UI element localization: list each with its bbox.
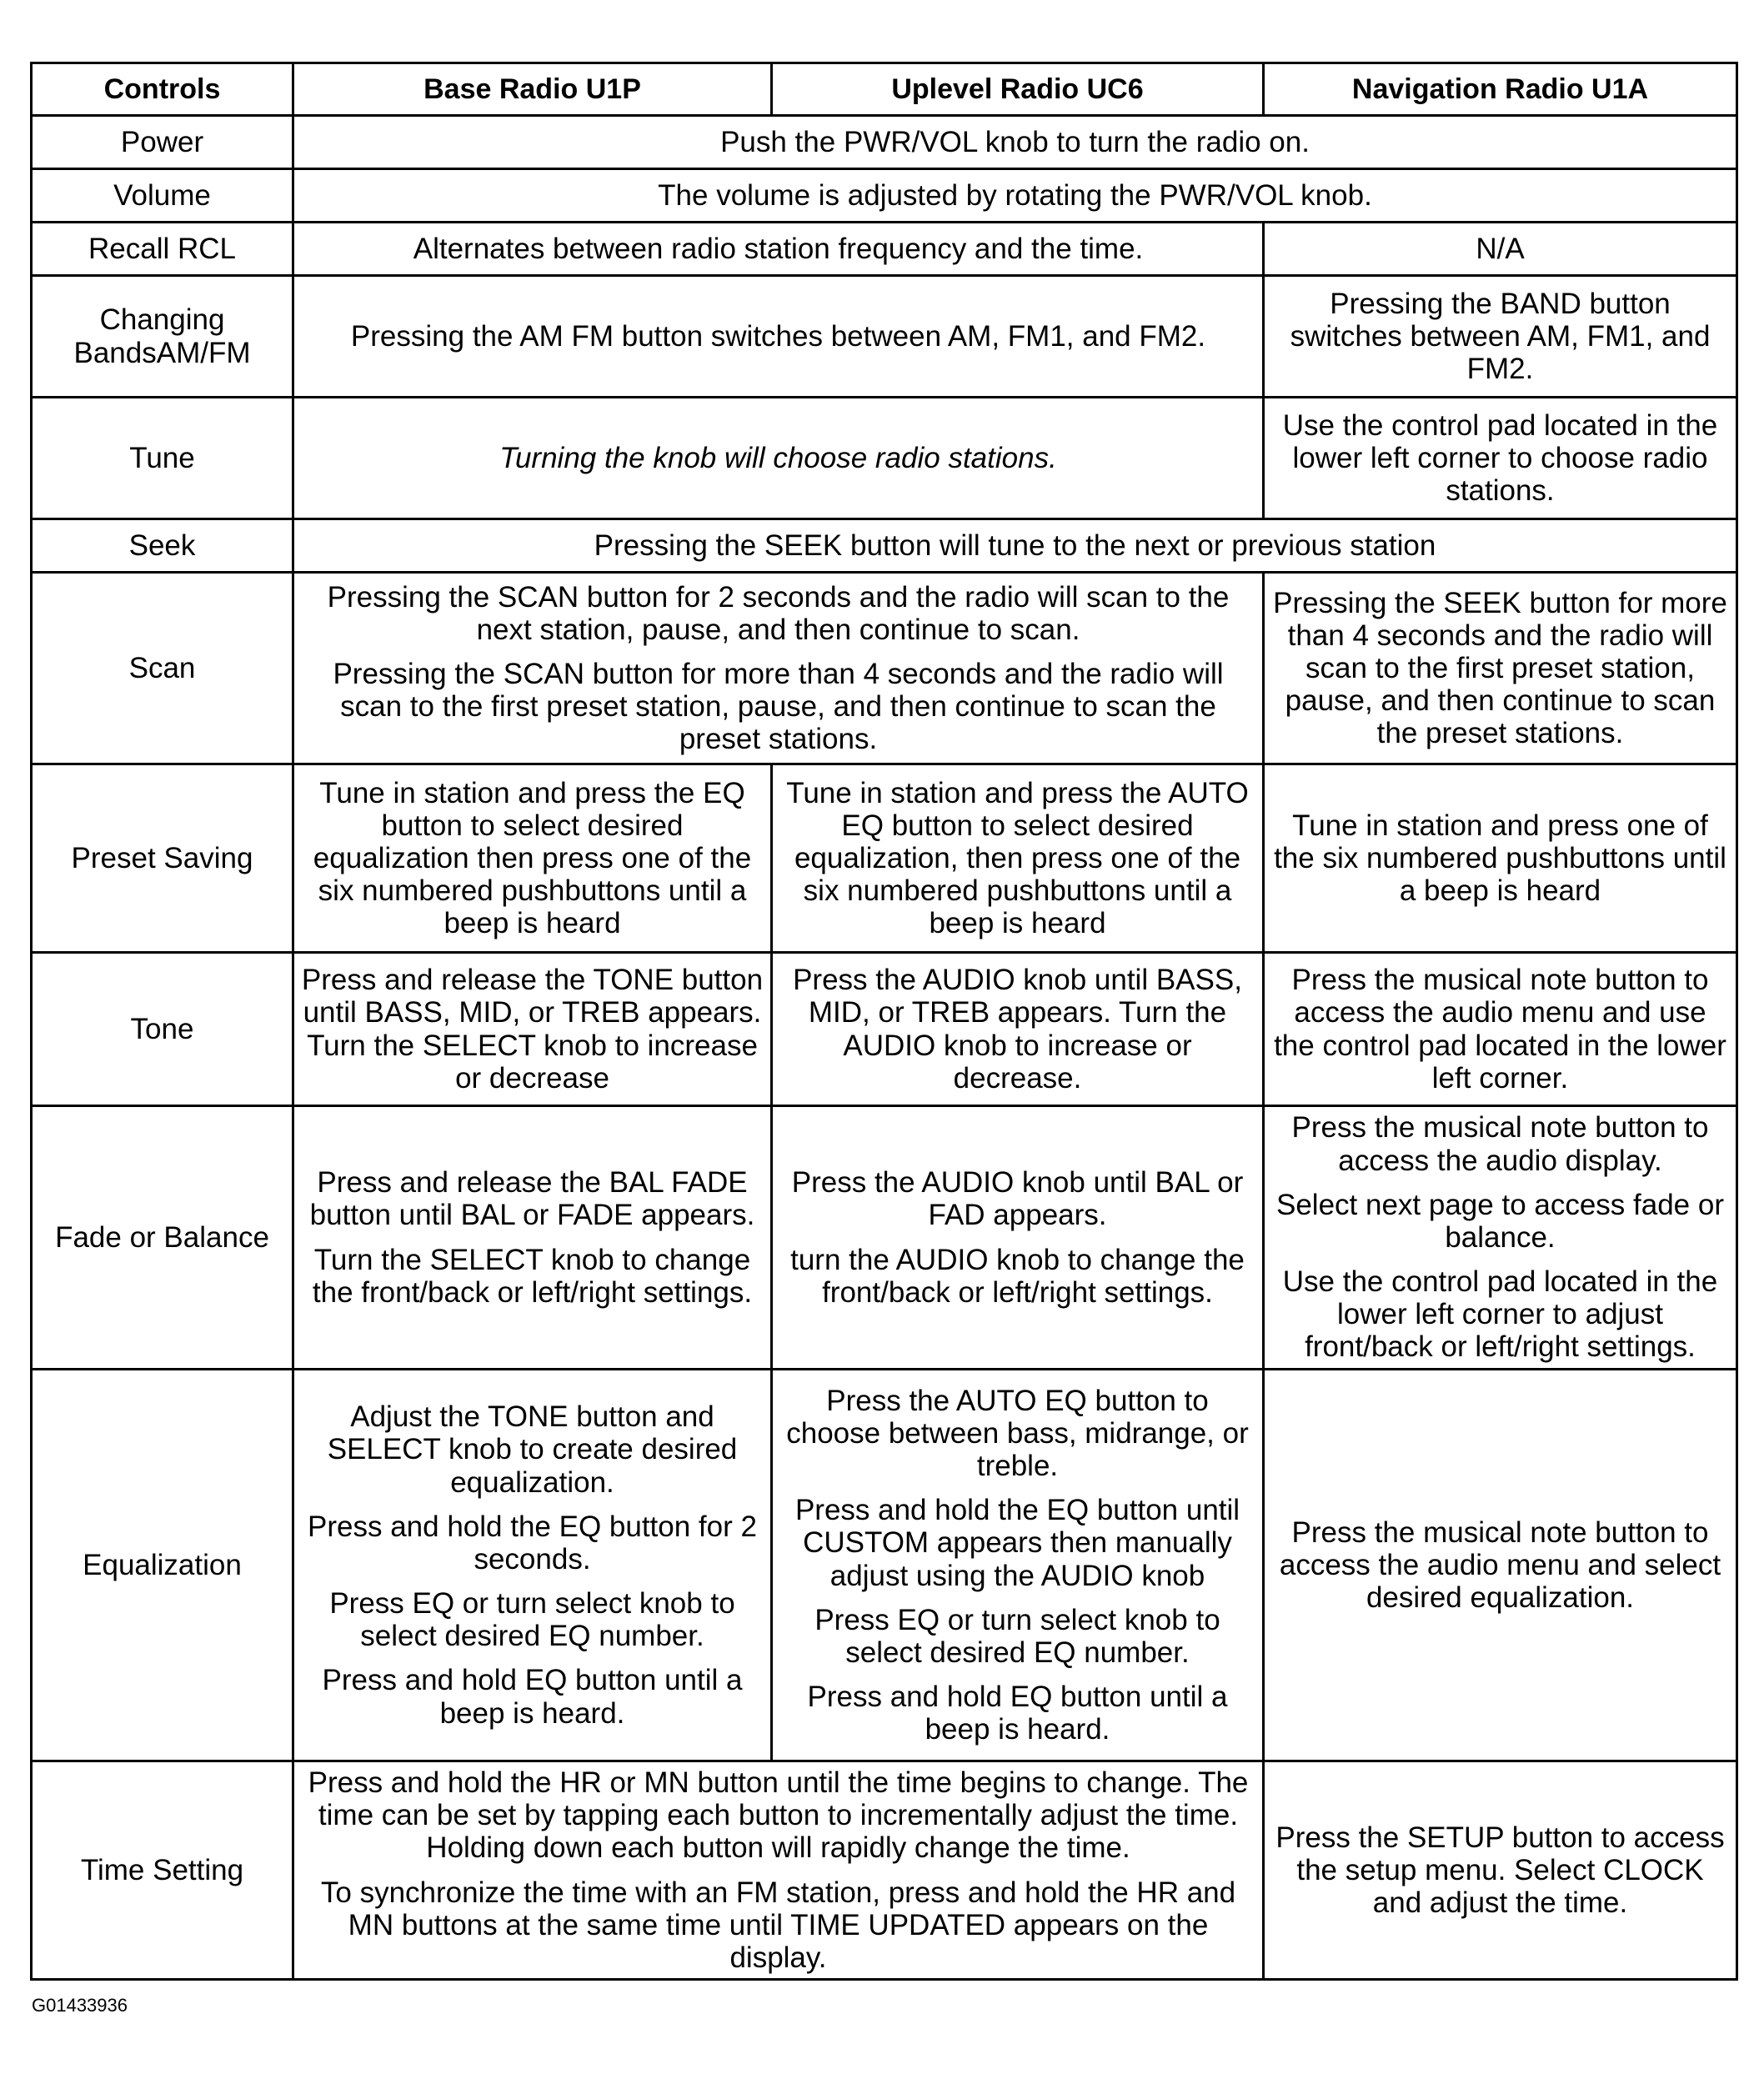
label-bands: Changing BandsAM/FM — [32, 276, 293, 398]
cell-preset-base: Tune in station and press the EQ button to select desired equalization then press one of the six numbered pushbuttons until a beep is heard — [293, 764, 772, 953]
fade-base-paragraph-2: Turn the SELECT knob to change the front/back or left/right settings. — [312, 1243, 753, 1309]
cell-tone-uplevel: Press the AUDIO knob until BASS, MID, or TREB appears. Turn the AUDIO knob to increase or decrease. — [772, 953, 1264, 1106]
cell-tone-base: Press and release the TONE button until BASS, MID, or TREB appears. Turn the SELECT knob to increase or decrease — [293, 953, 772, 1106]
row-time-setting — [32, 1761, 1737, 1980]
label-equalization: Equalization — [32, 1370, 293, 1761]
cell-recall-nav: N/A — [1264, 223, 1737, 276]
row-preset — [32, 764, 1737, 953]
label-time-setting: Time Setting — [32, 1761, 293, 1980]
header-row — [32, 63, 1737, 116]
row-scan — [32, 573, 1737, 764]
fade-nav-paragraph-2: Select next page to access fade or balance. — [1276, 1188, 1724, 1254]
label-preset: Preset Saving — [32, 764, 293, 953]
row-tone — [32, 953, 1737, 1106]
fade-uplevel-paragraph-1: Press the AUDIO knob until BAL or FAD appears. — [791, 1166, 1244, 1232]
cell-time-nav: Press the SETUP button to access the setup menu. Select CLOCK and adjust the time. — [1264, 1761, 1737, 1980]
cell-fade-nav — [1264, 1106, 1737, 1370]
cell-tune-nav: Use the control pad located in the lower left corner to choose radio stations. — [1264, 398, 1737, 519]
label-seek: Seek — [32, 519, 293, 573]
eq-uplevel-paragraph-3: Press EQ or turn select knob to select desired EQ number. — [814, 1603, 1220, 1669]
cell-scan-nav: Pressing the SEEK button for more than 4 seconds and the radio will scan to the first preset station, pause, and then continue to scan the preset stations. — [1264, 573, 1737, 764]
cell-tone-nav: Press the musical note button to access the audio menu and use the control pad located in the lower left corner. — [1264, 953, 1737, 1106]
eq-base-paragraph-3: Press EQ or turn select knob to select desired EQ number. — [329, 1587, 735, 1653]
fade-nav-paragraph-3: Use the control pad located in the lower left corner to adjust front/back or left/right settings. — [1282, 1265, 1718, 1364]
cell-tune-base-uplevel: Turning the knob will choose radio stations. — [293, 398, 1264, 519]
header-controls: Controls — [32, 63, 293, 116]
fade-base-paragraph-1: Press and release the BAL FADE button until BAL or FADE appears. — [309, 1166, 755, 1232]
cell-seek-all: Pressing the SEEK button will tune to the next or previous station — [293, 519, 1737, 573]
header-base-radio: Base Radio U1P — [293, 63, 772, 116]
eq-base-paragraph-2: Press and hold the EQ button for 2 seconds. — [308, 1510, 757, 1576]
row-fade — [32, 1106, 1737, 1370]
label-fade: Fade or Balance — [32, 1106, 293, 1370]
cell-fade-uplevel — [772, 1106, 1264, 1370]
scan-paragraph-2: Pressing the SCAN button for more than 4 seconds and the radio will scan to the first preset station, pause, and then continue to scan the preset stations. — [333, 657, 1224, 756]
label-tone: Tone — [32, 953, 293, 1106]
cell-fade-base — [293, 1106, 772, 1370]
eq-uplevel-paragraph-1: Press the AUTO EQ button to choose between bass, midrange, or treble. — [786, 1384, 1249, 1482]
row-recall — [32, 223, 1737, 276]
fade-nav-paragraph-1: Press the musical note button to access the audio display. — [1291, 1111, 1709, 1177]
cell-eq-uplevel — [772, 1370, 1264, 1761]
label-tune: Tune — [32, 398, 293, 519]
eq-uplevel-paragraph-2: Press and hold the EQ button until CUSTOM appears then manually adjust using the AUDIO knob — [794, 1494, 1240, 1592]
label-volume: Volume — [32, 169, 293, 223]
label-recall: Recall RCL — [32, 223, 293, 276]
row-equalization — [32, 1370, 1737, 1761]
cell-power-all: Push the PWR/VOL knob to turn the radio on. — [293, 116, 1737, 169]
cell-bands-base-uplevel: Pressing the AM FM button switches between AM, FM1, and FM2. — [293, 276, 1264, 398]
row-tune — [32, 398, 1737, 519]
cell-time-base-uplevel — [293, 1761, 1264, 1980]
header-uplevel-radio: Uplevel Radio UC6 — [772, 63, 1264, 116]
cell-recall-base-uplevel: Alternates between radio station frequency and the time. — [293, 223, 1264, 276]
fade-uplevel-paragraph-2: turn the AUDIO knob to change the front/back or left/right settings. — [790, 1243, 1245, 1309]
cell-preset-uplevel: Tune in station and press the AUTO EQ button to select desired equalization, then press one of the six numbered pushbuttons until a beep is heard — [772, 764, 1264, 953]
row-power — [32, 116, 1737, 169]
label-power: Power — [32, 116, 293, 169]
figure-code: G01433936 — [32, 1995, 128, 2016]
eq-base-paragraph-1: Adjust the TONE button and SELECT knob to create desired equalization. — [327, 1400, 738, 1499]
cell-volume-all: The volume is adjusted by rotating the PWR/VOL knob. — [293, 169, 1737, 223]
time-paragraph-2: To synchronize the time with an FM station, press and hold the HR and MN buttons at the same time until TIME UPDATED appears on the display. — [320, 1876, 1236, 1974]
cell-eq-base — [293, 1370, 772, 1761]
eq-uplevel-paragraph-4: Press and hold EQ button until a beep is heard. — [807, 1681, 1228, 1746]
eq-base-paragraph-4: Press and hold EQ button until a beep is heard. — [322, 1664, 743, 1730]
cell-preset-nav: Tune in station and press one of the six numbered pushbuttons until a beep is heard — [1264, 764, 1737, 953]
cell-eq-nav: Press the musical note button to access the audio menu and select desired equalization. — [1264, 1370, 1737, 1761]
header-navigation-radio: Navigation Radio U1A — [1264, 63, 1737, 116]
radio-controls-table — [30, 62, 1738, 1981]
cell-bands-nav: Pressing the BAND button switches between AM, FM1, and FM2. — [1264, 276, 1737, 398]
label-scan: Scan — [32, 573, 293, 764]
cell-scan-base-uplevel — [293, 573, 1264, 764]
row-bands — [32, 276, 1737, 398]
row-seek — [32, 519, 1737, 573]
row-volume — [32, 169, 1737, 223]
scan-paragraph-1: Pressing the SCAN button for 2 seconds and the radio will scan to the next station, pause, and then continue to scan. — [327, 580, 1230, 646]
time-paragraph-1: Press and hold the HR or MN button until the time begins to change. The time can be set by tapping each button to incrementally adjust the time. Holding down each button will rapidly change the time. — [308, 1766, 1249, 1865]
